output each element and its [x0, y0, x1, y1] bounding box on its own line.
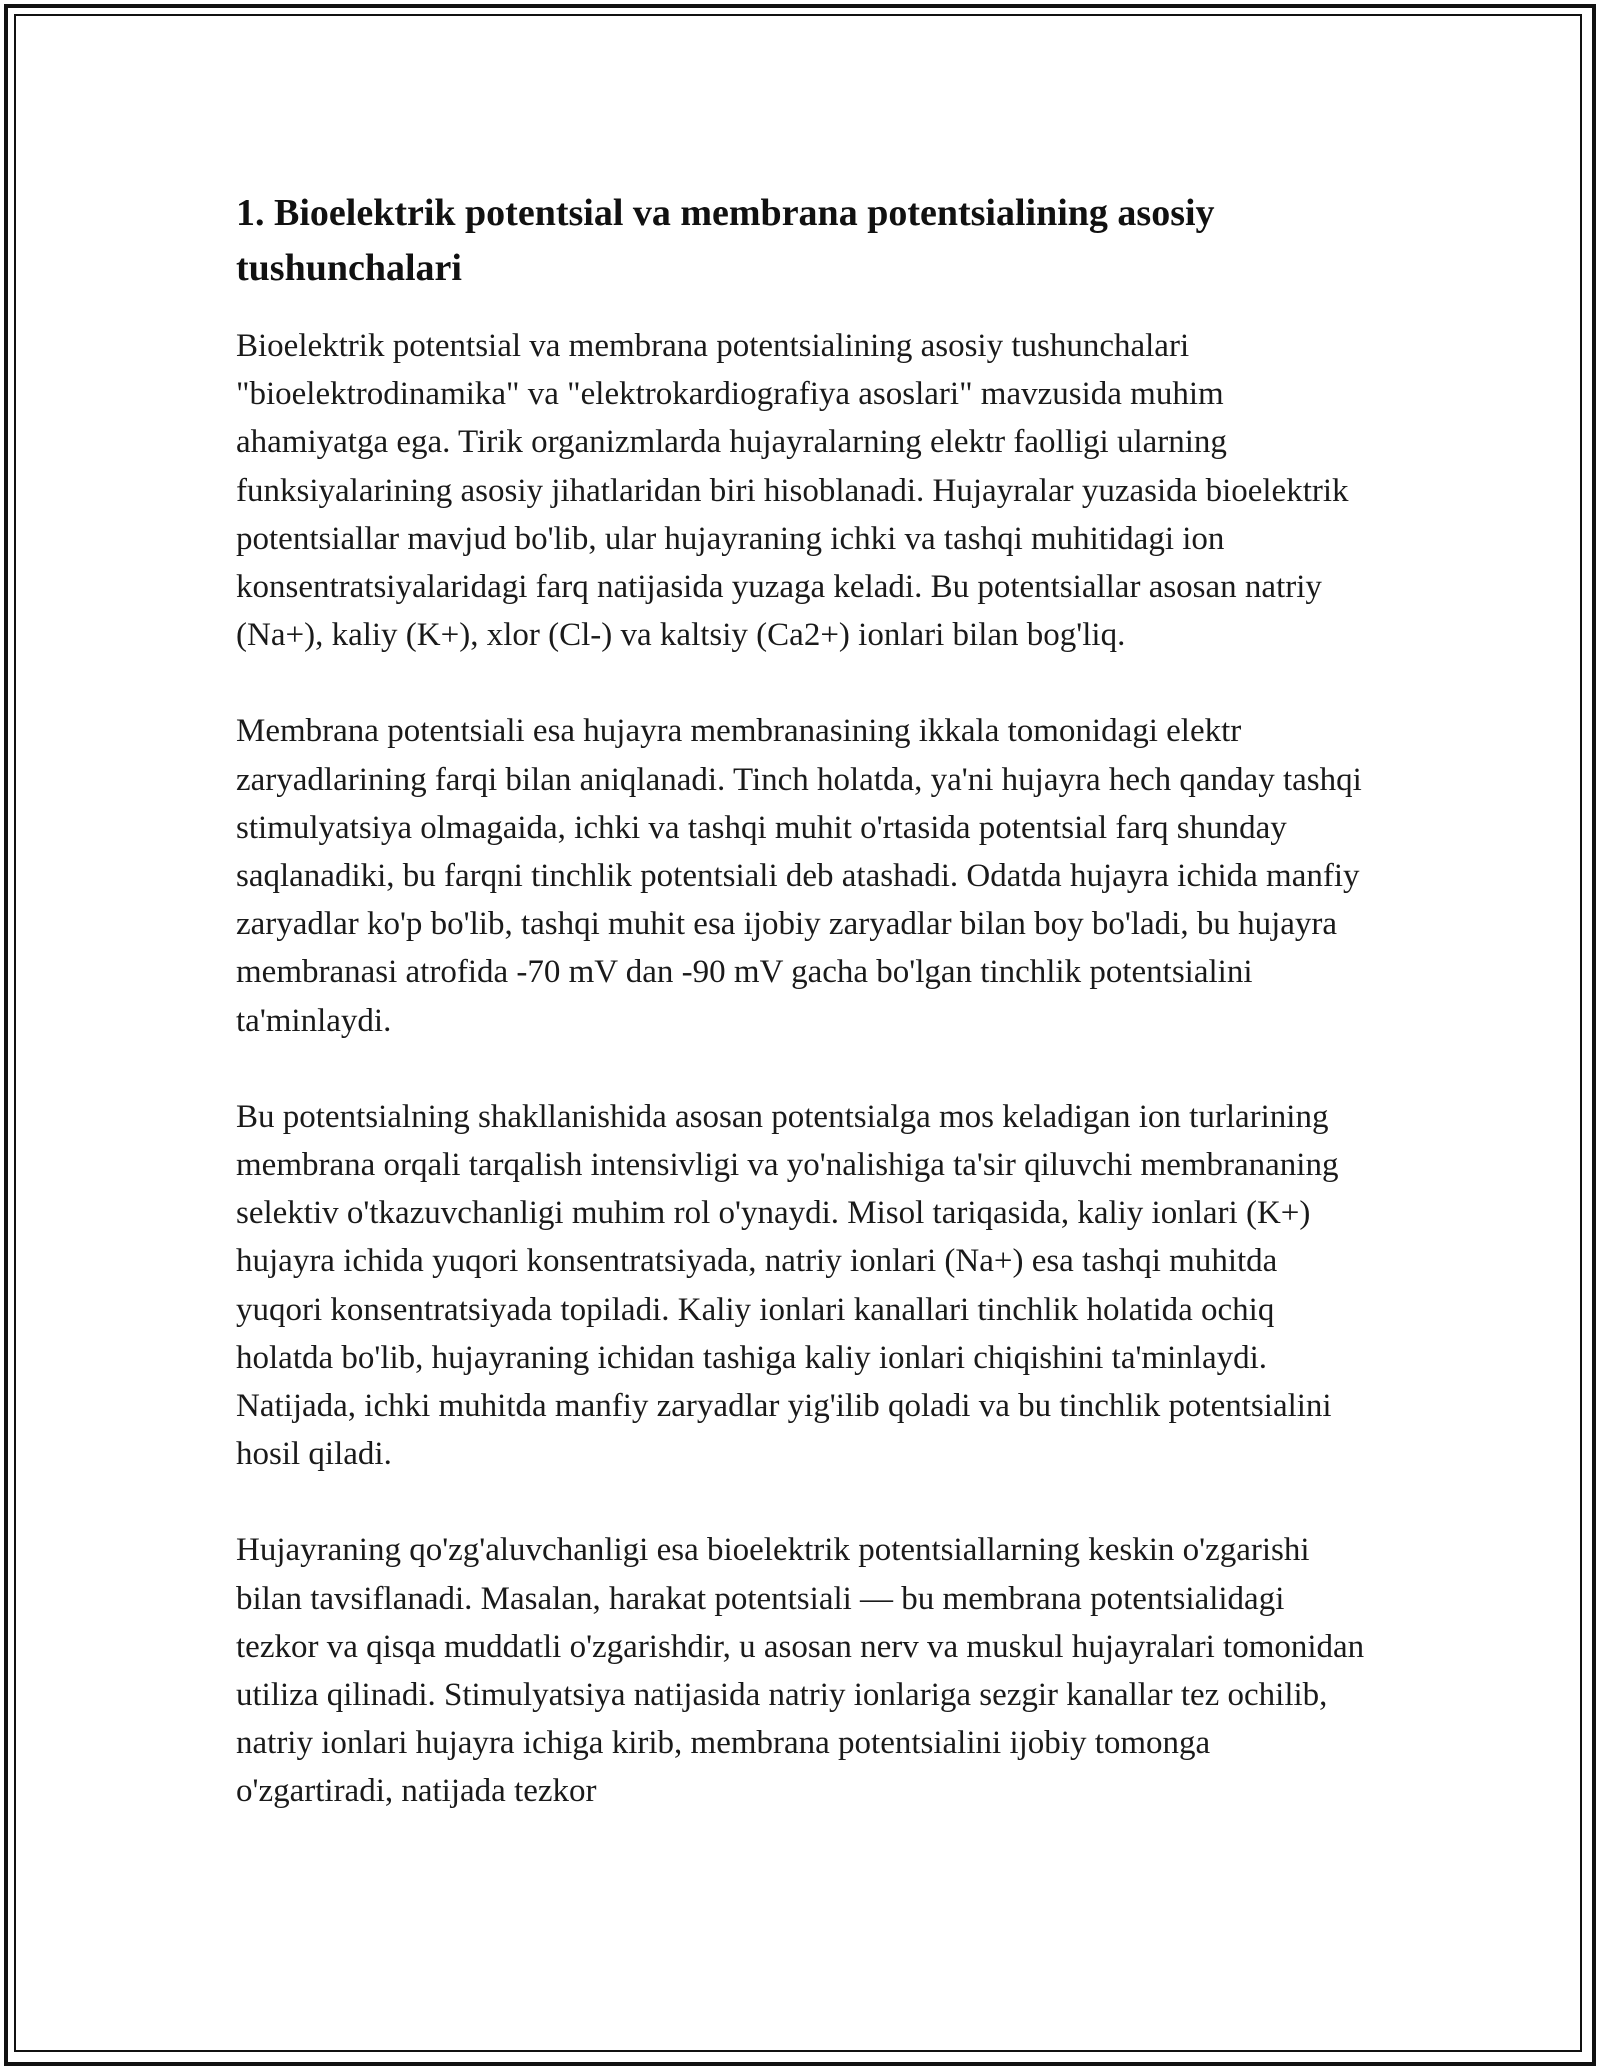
paragraph-4: Hujayraning qo'zg'aluvchanligi esa bioelektrik potentsiallarning keskin o'zgarishi bilan tavsiflanadi. Masalan, harakat potentsiali — bu membrana potentsialidagi tezkor va qisqa muddatli o'zgarishdir, u asosan nerv va muskul hujayralari tomonidan utiliza qilinadi. Stimulyatsiya natijasida natriy ionlariga sezgir kanallar tez ochilib, natriy ionlari hujayra ichiga kirib, membrana potentsialini ijobiy tomonga o'zgartiradi, natijada tezkor	[236, 1532, 1365, 1810]
section-heading: 1. Bioelektrik potentsial va membrana potentsialining asosiy tushunchalari	[236, 192, 1215, 289]
paragraph-3: Bu potentsialning shakllanishida asosan potentsialga mos keladigan ion turlarining membrana orqali tarqalish intensivligi va yo'nalishiga ta'sir qiluvchi membrananing selektiv o'tkazuvchanligi muhim rol o'ynaydi. Misol tariqasida, kaliy ionlari (K+) hujayra ichida yuqori konsentratsiyada, natriy ionlari (Na+) esa tashqi muhitda yuqori konsentratsiyada topiladi. Kaliy ionlari kanallari tinchlik holatida ochiq holatda bo'lib, hujayraning ichidan tashiga kaliy ionlari chiqishini ta'minlaydi. Natijada, ichki muhitda manfiy zaryadlar yig'ilib qoladi va bu tinchlik potentsialini hosil qiladi.	[236, 1098, 1339, 1473]
paragraph-1: Bioelektrik potentsial va membrana potentsialining asosiy tushunchalari "bioelektrodinamika" va "elektrokardiografiya asoslari" mavzusida muhim ahamiyatga ega. Tirik organizmlarda hujayralarning elektr faolligi ularning funksiyalarining asosiy jihatlaridan biri hisoblanadi. Hujayralar yuzasida bioelektrik potentsiallar mavjud bo'lib, ular hujayraning ichki va tashqi muhitidagi ion konsentratsiyalaridagi farq natijasida yuzaga keladi. Bu potentsiallar asosan natriy (Na+), kaliy (K+), xlor (Cl-) va kaltsiy (Ca2+) ionlari bilan bog'liq.	[236, 328, 1349, 654]
document-body	[236, 186, 1366, 1864]
paragraph-2: Membrana potentsiali esa hujayra membranasining ikkala tomonidagi elektr zaryadlarining farqi bilan aniqlanadi. Tinch holatda, ya'ni hujayra hech qanday tashqi stimulyatsiya olmagaida, ichki va tashqi muhit o'rtasida potentsial farq shunday saqlanadiki, bu farqni tinchlik potentsiali deb atashadi. Odatda hujayra ichida manfiy zaryadlar ko'p bo'lib, tashqi muhit esa ijobiy zaryadlar bilan boy bo'ladi, bu hujayra membranasi atrofida -70 mV dan -90 mV gacha bo'lgan tinchlik potentsialini ta'minlaydi.	[236, 713, 1362, 1039]
